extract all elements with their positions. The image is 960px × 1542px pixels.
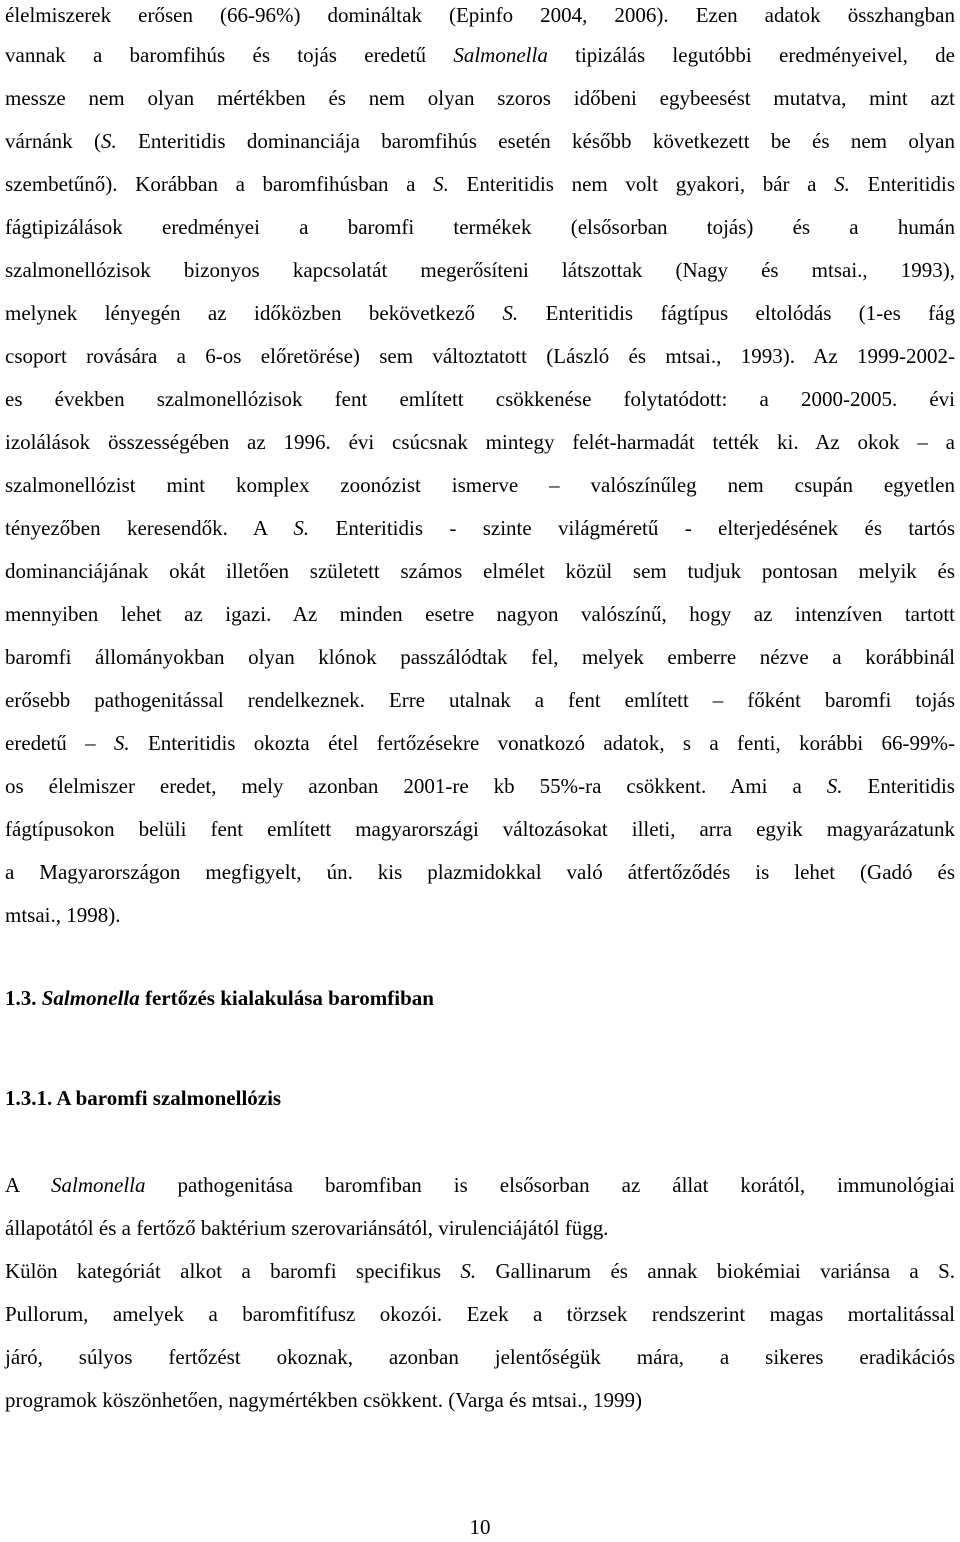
text-line: szalmonellózisok bizonyos kapcsolatát megerősíteni látszottak (Nagy és mtsai., 1993),	[5, 258, 955, 282]
text-line: Pullorum, amelyek a baromfitífusz okozói. Ezek a törzsek rendszerint magas mortalitással	[5, 1302, 955, 1326]
section-heading	[5, 983, 434, 1013]
section-title-italic: Salmonella	[41, 986, 140, 1010]
page-number: 10	[469, 1515, 491, 1539]
text-line: Külön kategóriát alkot a baromfi specifikus S. Gallinarum és annak biokémiai variánsa a S.	[5, 1259, 955, 1283]
text-line: várnánk (S. Enteritidis dominanciája baromfihús esetén később következett be és nem olyan	[5, 129, 955, 153]
text-line: szembetűnő). Korábban a baromfihúsban a S. Enteritidis nem volt gyakori, bár a S. Enteritidis	[5, 172, 955, 196]
text-line: fágtipizálások eredményei a baromfi termékek (elsősorban tojás) és a humán	[5, 215, 955, 239]
text-line: tényezőben keresendők. A S. Enteritidis - szinte világméretű - elterjedésének és tartós	[5, 516, 956, 540]
subsection-heading: 1.3.1. A baromfi szalmonellózis	[5, 1086, 282, 1110]
text-line: fágtípusokon belüli fent említett magyarországi változásokat illeti, arra egyik magyarázatunk	[5, 817, 955, 841]
text-line: vannak a baromfihús és tojás eredetű Salmonella tipizálás legutóbbi eredményeivel, de	[5, 43, 955, 67]
text-line: csoport rovására a 6-os előretörése) sem változtatott (László és mtsai., 1993). Az 1999-2002-	[5, 344, 955, 368]
text-line: messze nem olyan mértékben és nem olyan szoros időbeni egybeesést mutatva, mint azt	[5, 86, 955, 110]
text-line: A Salmonella pathogenitása baromfiban is elsősorban az állat korától, immunológiai	[5, 1173, 955, 1197]
text-line: szalmonellózist mint komplex zoonózist ismerve – valószínűleg nem csupán egyetlen	[5, 473, 955, 497]
text-line: melynek lényegén az időközben bekövetkező S. Enteritidis fágtípus eltolódás (1-es fág	[5, 301, 955, 325]
text-line: programok köszönhetően, nagymértékben csökkent. (Varga és mtsai., 1999)	[5, 1388, 643, 1412]
text-line: erősebb pathogenitással rendelkeznek. Erre utalnak a fent említett – főként baromfi tojás	[5, 688, 955, 712]
text-line: eredetű – S. Enteritidis okozta étel fertőzésekre vonatkozó adatok, s a fenti, korábbi 66-99%-	[5, 731, 956, 755]
text-line: os élelmiszer eredet, mely azonban 2001-re kb 55%-ra csökkent. Ami a S. Enteritidis	[5, 774, 955, 798]
text-line: izolálások összességében az 1996. évi csúcsnak mintegy felét-harmadát tették ki. Az okok – a	[5, 430, 955, 454]
text-line: es években szalmonellózisok fent említett csökkenése folytatódott: a 2000-2005. évi	[5, 387, 955, 411]
text-line: a Magyarországon megfigyelt, ún. kis plazmidokkal való átfertőződés is lehet (Gadó és	[5, 860, 955, 884]
text-line: járó, súlyos fertőzést okoznak, azonban jelentőségük mára, a sikeres eradikációs	[5, 1345, 955, 1369]
text-line: baromfi állományokban olyan klónok passzálódtak fel, melyek emberre nézve a korábbinál	[5, 645, 955, 669]
section-title-rest: fertőzés kialakulása baromfiban	[139, 986, 434, 1010]
text-line: mennyiben lehet az igazi. Az minden esetre nagyon valószínű, hogy az intenzíven tartott	[5, 602, 955, 626]
text-line: mtsai., 1998).	[5, 903, 121, 927]
text-line: dominanciájának okát illetően született számos elmélet közül sem tudjuk pontosan melyik és	[5, 559, 955, 583]
section-number: 1.3.	[5, 986, 37, 1010]
text-line: élelmiszerek erősen (66-96%) domináltak (Epinfo 2004, 2006). Ezen adatok összhangban	[5, 3, 955, 27]
text-line: állapotától és a fertőző baktérium szerovariánsától, virulenciájától függ.	[5, 1216, 609, 1240]
